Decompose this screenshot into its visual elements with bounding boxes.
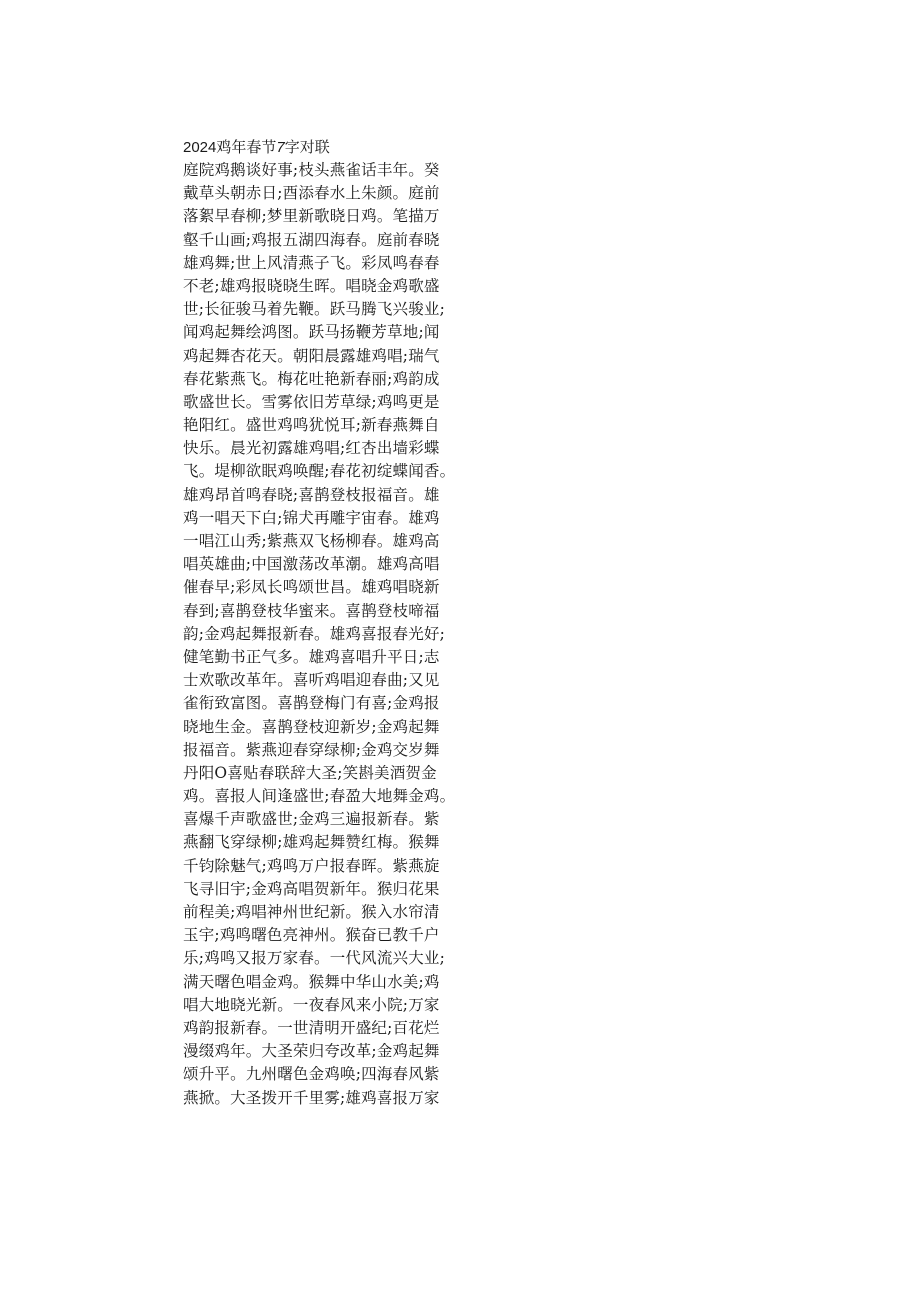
text-line: 千钧除魅气;鸡鸣万户报春晖。紫燕旋 [183,856,440,875]
text-line: 士欢歌改革年。喜听鸡唱迎春曲;又见 [183,671,440,690]
text-line: 喜爆千声歌盛世;金鸡三遍报新春。紫 [183,810,440,829]
text-line: 鸡。喜报人间逢盛世;春盈大地舞金鸡。 [183,787,456,806]
document-title [183,135,458,159]
text-line: 春花紫燕飞。梅花吐艳新春丽;鸡韵成 [183,369,440,388]
text-line: 快乐。晨光初露雄鸡唱;红杏出墙彩蝶 [183,439,440,458]
text-line: 丹阳O喜贴春联辞大圣;笑斟美酒贺金 [183,763,437,782]
text-line: 前程美;鸡唱神州世纪新。猴入水帘清 [183,903,440,921]
text-line: 鸡韵报新春。一世清明开盛纪;百花烂 [183,1018,440,1037]
text-line: 漫缀鸡年。大圣荣归夸改革;金鸡起舞 [183,1042,440,1061]
text-line: 鸡起舞杏花天。朝阳晨露雄鸡唱;瑞气 [183,346,440,365]
text-line: 催春早;彩凤长鸣颂世昌。雄鸡唱晓新 [183,578,440,597]
text-line: 壑千山画;鸡报五湖四海春。庭前春晓 [183,230,440,249]
text-line: 飞寻旧宇;金鸡高唱贺新年。猴归花果 [183,879,440,898]
title-year: 2024 [183,139,217,156]
document-body [183,135,458,1110]
text-line: 玉宇;鸡鸣曙色亮神州。猴奋已教千户 [183,926,440,945]
text-line: 鸡一唱天下白;锦犬再雕宇宙春。雄鸡 [183,508,440,527]
text-line: 庭院鸡鹅谈好事;枝头燕雀话丰年。癸 [183,161,440,179]
text-line: 燕翻飞穿绿柳;雄鸡起舞赞红梅。猴舞 [183,833,440,852]
title-number: 7 [276,139,285,156]
text-line: 颂升平。九州曙色金鸡唤;四海春风紫 [183,1065,440,1084]
text-line: 闻鸡起舞绘鸿图。跃马扬鞭芳草地;闻 [183,323,440,342]
text-line: 雄鸡舞;世上风清燕子飞。彩凤鸣春春 [183,253,440,272]
text-line: 晓地生金。喜鹊登枝迎新岁;金鸡起舞 [183,717,440,736]
text-line: 报福音。紫燕迎春穿绿柳;金鸡交岁舞 [183,740,440,759]
text-line: 戴草头朝赤日;酉添春水上朱颜。庭前 [183,184,440,203]
title-text-1: 鸡年春节 [216,138,277,156]
text-line: 不老;雄鸡报晓晓生晖。唱晓金鸡歌盛 [183,276,440,295]
text-line: 唱英雄曲;中国激荡改革潮。雄鸡高唱 [183,555,440,574]
couplet-text [183,159,458,1110]
text-line: 世;长征骏马着先鞭。跃马腾飞兴骏业; [183,300,446,319]
text-line: 雀衔致富图。喜鹊登梅门有喜;金鸡报 [183,694,440,713]
text-line: 飞。堤柳欲眠鸡唤醒;春花初绽蝶闻香。 [183,462,456,481]
text-line: 歌盛世长。雪雾依旧芳草绿;鸡鸣更是 [183,392,440,411]
text-line: 唱大地晓光新。一夜春风来小院;万家 [183,995,440,1014]
text-line: 春到;喜鹊登枝华蜜来。喜鹊登枝啼福 [183,601,440,620]
text-line: 满天曙色唱金鸡。猴舞中华山水美;鸡 [183,972,440,991]
text-line: 燕掀。大圣拨开千里雾;雄鸡喜报万家 [183,1088,440,1107]
text-line: 艳阳红。盛世鸡鸣犹悦耳;新春燕舞自 [183,416,440,435]
text-line: 一唱江山秀;紫燕双飞杨柳春。雄鸡高 [183,532,440,550]
text-line: 乐;鸡鸣又报万家春。一代风流兴大业; [183,949,446,968]
text-line: 健笔勤书正气多。雄鸡喜唱升平日;志 [183,647,440,666]
text-line: 落絮早春柳;梦里新歌晓日鸡。笔描万 [183,207,440,226]
text-line: 雄鸡昂首鸣春晓;喜鹊登枝报福音。雄 [183,485,440,504]
title-text-2: 字对联 [284,138,330,156]
text-line: 韵;金鸡起舞报新春。雄鸡喜报春光好; [183,624,446,643]
